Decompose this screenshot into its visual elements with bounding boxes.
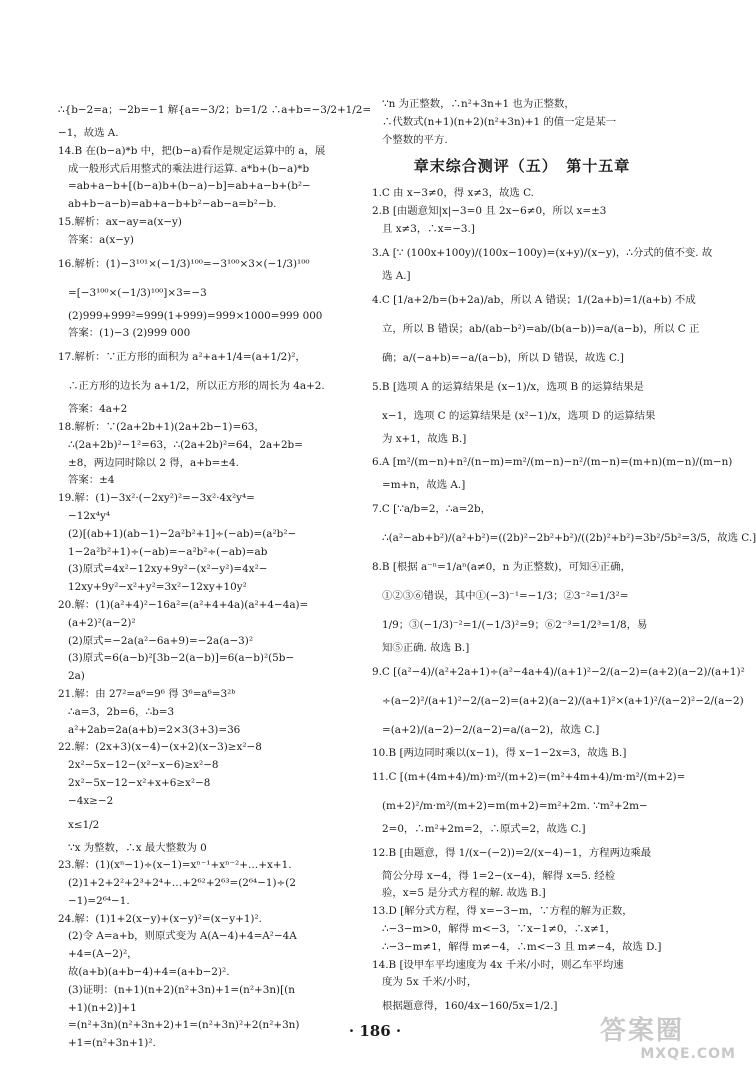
text-line: ∴代数式(n+1)(n+2)(n²+3n)+1 的值一定是某一 — [382, 115, 617, 128]
text-line: −1，故选 A. — [58, 127, 119, 139]
watermark-url: MXQE.COM — [640, 1046, 736, 1062]
text-line: (2)999+999²=999(1+999)=999×1000=999 000 — [68, 309, 323, 322]
text-line: 1/9；③(−1/3)⁻²=1/(−1/3)²=9；⑥2⁻³=1/2³=1/8，易 — [382, 619, 648, 632]
text-line: 14.B [设甲车平均速度为 4x 千米/小时，则乙车平均速 — [372, 958, 624, 971]
text-line: 答案：a(x−y) — [68, 233, 134, 246]
text-line: (a+2)²(a−2)² — [68, 616, 136, 629]
text-line: 24.解：(1)1+2(x−y)+(x−y)²=(x−y+1)². — [58, 912, 262, 925]
text-line: (2)令 A=a+b，则原式变为 A(A−4)+4=A²−4A — [68, 930, 297, 943]
text-line: ÷(a−2)²/(a+1)²−2/(a−2)=(a+2)(a−2)/(a+1)²×(a+1)²/(a−2)²−2/(a−2) — [382, 694, 744, 707]
text-line: −1)=2⁶⁴−1. — [68, 894, 130, 907]
text-line: 22.解：(2x+3)(x−4)−(x+2)(x−3)≥x²−8 — [58, 741, 262, 754]
text-line: ∴{b−2=a；−2b=−1 解{a=−3/2；b=1/2 ∴a+b=−3/2+1/2= — [58, 104, 372, 116]
text-line: 16.解析：(1)−3¹⁰¹×(−1/3)¹⁰⁰=−3¹⁰⁰×3×(−1/3)¹⁰⁰ — [58, 257, 310, 270]
text-line: (2)[(ab+1)(ab−1)−2a²b²+1]÷(−ab)=(a²b²− — [68, 527, 297, 540]
text-line: 简公分母 x−4，得 1=2−(x−4)，解得 x=5. 经检 — [382, 869, 616, 882]
text-line: (3)证明：(n+1)(n+2)(n²+3n)+1=(n²+3n)[(n — [68, 983, 295, 996]
text-line: 12.B [由题意，得 1/(x−(−2))=2/(x−4)−1，方程两边乘最 — [372, 846, 652, 859]
text-line: ∴正方形的边长为 a+1/2，所以正方形的周长为 4a+2. — [68, 380, 325, 393]
text-line: 立，所以 B 错误；ab/(ab−b²)=ab/(b(a−b))=a/(a−b)，所以 C 正 — [382, 322, 700, 335]
text-line: 15.解析：ax−ay=a(x−y) — [58, 215, 182, 228]
text-line: 3.A [∵ (100x+100y)/(100x−100y)=(x+y)/(x−y)，∴分式的值不变. 故 — [372, 246, 713, 259]
text-line: 5.B [选项 A 的运算结果是 (x−1)/x，选项 B 的运算结果是 — [372, 380, 644, 393]
text-line: 4.C [1/a+2/b=(b+2a)/ab，所以 A 错误；1/(2a+b)=1/(a+b) 不成 — [372, 293, 696, 306]
text-line: 13.D [解分式方程，得 x=−3−m，∵方程的解为正数， — [372, 905, 633, 918]
text-line: =(a+2)/(a−2)−2/(a−2)=a/(a−2)，故选 C.] — [382, 723, 600, 736]
text-line: 8.B [根据 a⁻ⁿ=1/aⁿ(a≠0，n 为正整数)，可知④正确， — [372, 561, 631, 574]
text-line: +1)(n+2)]+1 — [68, 1001, 137, 1014]
text-line: 知⑤正确. 故选 B.] — [382, 642, 470, 655]
text-line: =ab+a−b+[(b−a)b+(b−a)−b]=ab+a−b+(b²− — [68, 180, 311, 193]
text-line: 成一般形式后用整式的乘法进行运算. a*b+(b−a)*b — [68, 162, 310, 175]
text-line: =(n²+3n)(n²+3n+2)+1=(n²+3n)²+2(n²+3n) — [68, 1019, 300, 1032]
text-line: ∴(2a+2b)²−1²=63，∴(2a+2b)²=64，2a+2b= — [68, 438, 303, 451]
text-line: 19.解：(1)−3x²·(−2xy²)²=−3x²·4x²y⁴= — [58, 492, 255, 505]
text-line: 2=0，∴m²+2m=2，∴原式=2，故选 C.] — [382, 822, 586, 835]
text-line: 6.A [m²/(m−n)+n²/(n−m)=m²/(m−n)−n²/(m−n)=(m+n)(m−n)/(m−n) — [372, 456, 733, 469]
text-line: ab+b−a−b)=ab+a−b+b²−ab−a=b²−b. — [68, 198, 277, 211]
text-line: 答案：4a+2 — [68, 403, 128, 416]
text-line: (3)原式=4x²−12xy+9y²−(x²−y²)=4x²− — [68, 563, 268, 576]
text-line: 根据题意得，160/4x−160/5x=1/2.] — [382, 1000, 558, 1013]
text-line: 21.解：由 27²=a⁶=9⁶ 得 3⁶=a⁶=3²ᵇ — [58, 687, 236, 700]
text-line: 17.解析：∵正方形的面积为 a²+a+1/4=(a+1/2)²， — [58, 351, 306, 364]
text-line: +4=(A−2)²， — [68, 948, 138, 961]
text-line: 23.解：(1)(xⁿ−1)÷(x−1)=xⁿ⁻¹+xⁿ⁻²+…+x+1. — [58, 859, 292, 872]
text-line: 选 A.] — [382, 269, 411, 282]
text-line: ∴−3−m>0，解得 m<−3，∵x−1≠0，∴x≠1， — [382, 922, 616, 935]
text-line: ∴(a²−ab+b²)/(a²+b²)=((2b)²−2b²+b²)/((2b)²+b²)=3b²/5b²=3/5，故选 C.] — [382, 532, 756, 545]
text-line: 2a) — [68, 670, 85, 683]
text-line: 且 x≠3，∴x=−3.] — [382, 222, 475, 235]
text-line: 18.解析：∵(2a+2b+1)(2a+2b−1)=63， — [58, 420, 265, 433]
text-line: ∵x 为整数，∴x 最大整数为 0 — [68, 841, 207, 854]
text-line: 答案：±4 — [68, 474, 115, 487]
text-line: 2x²−5x−12−x²+x+6≥x²−8 — [68, 776, 211, 789]
text-line: ①②③⑥错误，其中①(−3)⁻¹=−1/3；②3⁻²=1/3²= — [382, 590, 629, 603]
text-line: 1.C 由 x−3≠0，得 x≠3，故选 C. — [372, 187, 534, 200]
right-top-lines — [372, 96, 672, 149]
text-line: 9.C [(a²−4)/(a²+2a+1)÷(a²−4a+4)/(a+1)²−2/(a−2)=(a+2)(a−2)/(a+1)² — [372, 665, 745, 678]
text-line: +1=(n²+3n+1)². — [68, 1037, 156, 1050]
watermark-logo — [600, 1016, 736, 1072]
text-line: 答案：(1)−3 (2)999 000 — [68, 327, 191, 340]
text-line: −4x≥−2 — [68, 794, 114, 807]
watermark-text: 答案圈 — [600, 1016, 685, 1046]
text-line: ∴−3−m≠1，解得 m≠−4，∴m<−3 且 m≠−4，故选 D.] — [382, 940, 662, 953]
text-line: 1−2a²b²+1)÷(−ab)=−a²b²÷(−ab)=ab — [68, 545, 268, 558]
right-column — [372, 96, 756, 1021]
text-line: 11.C [(m+(4m+4)/m)·m²/(m+2)=(m²+4m+4)/m·m²/(m+2)= — [372, 770, 686, 783]
text-line: =m+n，故选 A.] — [382, 479, 466, 492]
right-main-lines — [372, 185, 756, 1021]
text-line: (3)原式=6(a−b)²[3b−2(a−b)]=6(a−b)²(5b− — [68, 652, 295, 665]
text-line: ∵n 为正整数，∴n²+3n+1 也为正整数， — [382, 98, 575, 110]
text-line: 确；a/(−a+b)=−a/(a−b)，所以 D 错误，故选 C.] — [382, 351, 624, 364]
text-line: −12x⁴y⁴ — [68, 509, 110, 522]
text-line: ∴a=3，2b=6，∴b=3 — [68, 705, 175, 718]
text-line: x−1，选项 C 的运算结果是 (x²−1)/x，选项 D 的运算结果 — [382, 409, 656, 422]
text-line: 度为 5x 千米/小时， — [382, 976, 478, 989]
text-line: a²+2ab=2a(a+b)=2×3(3+3)=36 — [68, 723, 241, 736]
text-line: 14.B 在(b−a)*b 中，把(b−a)看作是规定运算中的 a，展 — [58, 144, 326, 157]
text-line: (2)1+2+2²+2³+2⁴+…+2⁶²+2⁶³=(2⁶⁴−1)÷(2 — [68, 877, 296, 890]
text-line: 2x²−5x−12−(x²−x−6)≥x²−8 — [68, 759, 219, 772]
text-line: 验，x=5 是分式方程的解. 故选 B.] — [382, 887, 546, 900]
text-line: 2.B [由题意知|x|−3=0 且 2x−6≠0，所以 x=±3 — [372, 205, 607, 218]
text-line: 20.解：(1)(a²+4)²−16a²=(a²+4+4a)(a²+4−4a)= — [58, 598, 309, 611]
text-line: 故(a+b)(a+b−4)+4=(a+b−2)². — [68, 966, 230, 979]
text-line: 7.C [∵a/b=2，∴a=2b， — [372, 503, 492, 516]
left-column — [58, 96, 372, 1053]
text-line: (2)原式=−2a(a²−6a+9)=−2a(a−3)² — [68, 634, 254, 647]
text-line: 为 x+1，故选 B.] — [382, 432, 467, 445]
text-line: 10.B [两边同时乘以(x−1)，得 x−1−2x=3，故选 B.] — [372, 746, 627, 759]
text-line: (m+2)²/m·m²/(m+2)=m(m+2)=m²+2m. ∵m²+2m− — [382, 799, 648, 812]
text-line: ±8，两边同时除以 2 得，a+b=±4. — [68, 456, 239, 469]
text-line: =[−3¹⁰⁰×(−1/3)¹⁰⁰]×3=−3 — [68, 286, 207, 299]
text-line: 12xy+9y²−x²+y²=3x²−12xy+10y² — [68, 581, 247, 594]
chapter-title: 章末综合测评（五） 第十五章 — [413, 157, 631, 176]
text-line: x≤1/2 — [68, 818, 100, 831]
text-line: 个整数的平方. — [382, 133, 448, 146]
page-number: · 186 · — [348, 1022, 402, 1040]
